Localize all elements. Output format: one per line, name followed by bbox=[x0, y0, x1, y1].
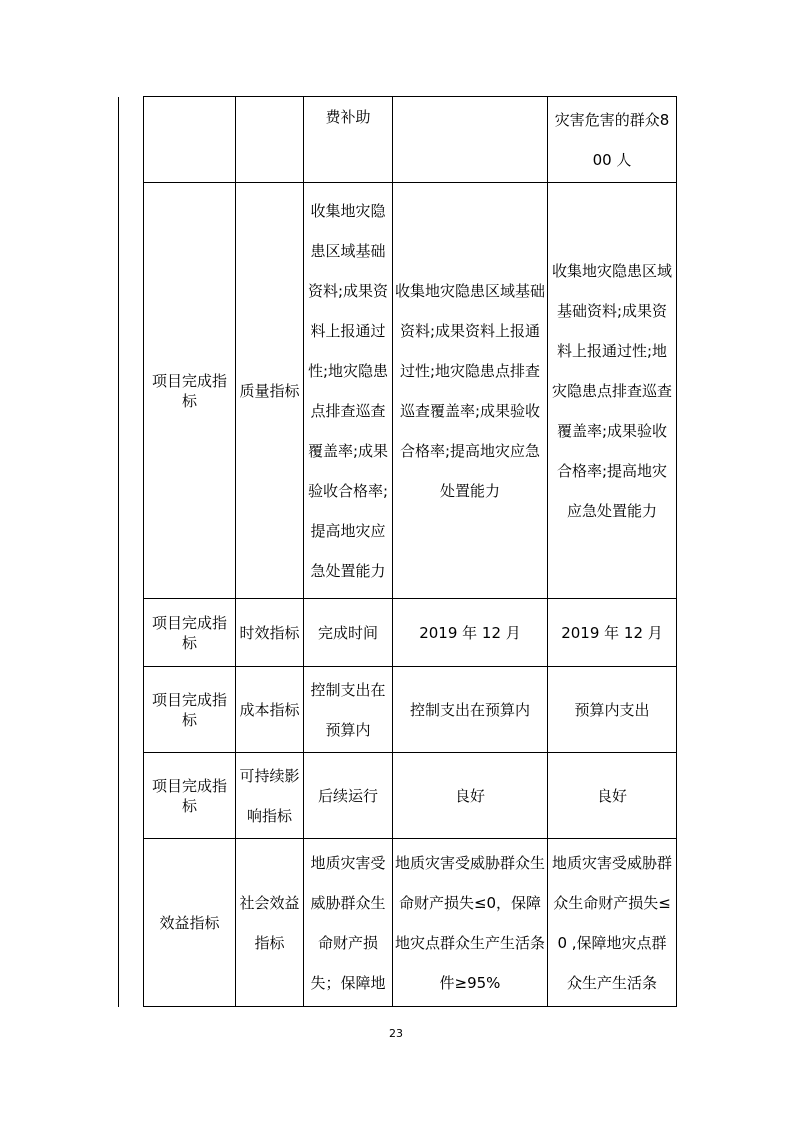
actual-cell: 灾害危害的群众800 人 bbox=[548, 97, 677, 183]
indicator-cell: 收集地灾隐患区域基础资料;成果资料上报通过性;地灾隐患点排查巡查覆盖率;成果验收合格率;提高地灾应急处置能力 bbox=[304, 183, 393, 599]
category-cell: 效益指标 bbox=[144, 839, 236, 1007]
category-cell: 项目完成指标 bbox=[144, 183, 236, 599]
actual-cell: 地质灾害受威胁群众生命财产损失≤0 ,保障地灾点群众生产生活条 bbox=[548, 839, 677, 1007]
subcategory-cell: 时效指标 bbox=[236, 599, 304, 667]
category-cell: 项目完成指标 bbox=[144, 753, 236, 839]
actual-cell: 良好 bbox=[548, 753, 677, 839]
category-cell: 项目完成指标 bbox=[144, 599, 236, 667]
table-row bbox=[144, 183, 677, 599]
target-cell: 良好 bbox=[393, 753, 548, 839]
indicator-cell: 后续运行 bbox=[304, 753, 393, 839]
subcategory-cell: 质量指标 bbox=[236, 183, 304, 599]
target-cell: 收集地灾隐患区域基础资料;成果资料上报通过性;地灾隐患点排查巡查覆盖率;成果验收合格率;提高地灾应急处置能力 bbox=[393, 183, 548, 599]
actual-cell: 预算内支出 bbox=[548, 667, 677, 753]
subcategory-cell: 社会效益指标 bbox=[236, 839, 304, 1007]
table-row bbox=[144, 839, 677, 1007]
target-cell: 控制支出在预算内 bbox=[393, 667, 548, 753]
table-row bbox=[144, 599, 677, 667]
category-cell: 项目完成指标 bbox=[144, 667, 236, 753]
subcategory-cell: 可持续影响指标 bbox=[236, 753, 304, 839]
actual-cell: 2019 年 12 月 bbox=[548, 599, 677, 667]
indicator-cell: 完成时间 bbox=[304, 599, 393, 667]
indicator-cell: 费补助 bbox=[304, 97, 393, 183]
target-cell bbox=[393, 97, 548, 183]
indicator-cell: 控制支出在预算内 bbox=[304, 667, 393, 753]
target-cell: 地质灾害受威胁群众生命财产损失≤0，保障地灾点群众生产生活条件≥95% bbox=[393, 839, 548, 1007]
table-row bbox=[144, 753, 677, 839]
category-cell bbox=[144, 97, 236, 183]
actual-cell: 收集地灾隐患区域基础资料;成果资料上报通过性;地灾隐患点排查巡查覆盖率;成果验收合格率;提高地灾应急处置能力 bbox=[548, 183, 677, 599]
table-row bbox=[144, 97, 677, 183]
performance-table bbox=[143, 96, 677, 1007]
table-row bbox=[144, 667, 677, 753]
subcategory-cell: 成本指标 bbox=[236, 667, 304, 753]
indicator-cell: 地质灾害受威胁群众生命财产损失；保障地 bbox=[304, 839, 393, 1007]
margin-line bbox=[118, 97, 119, 1007]
target-cell: 2019 年 12 月 bbox=[393, 599, 548, 667]
page-number: 23 bbox=[389, 1027, 403, 1040]
subcategory-cell bbox=[236, 97, 304, 183]
